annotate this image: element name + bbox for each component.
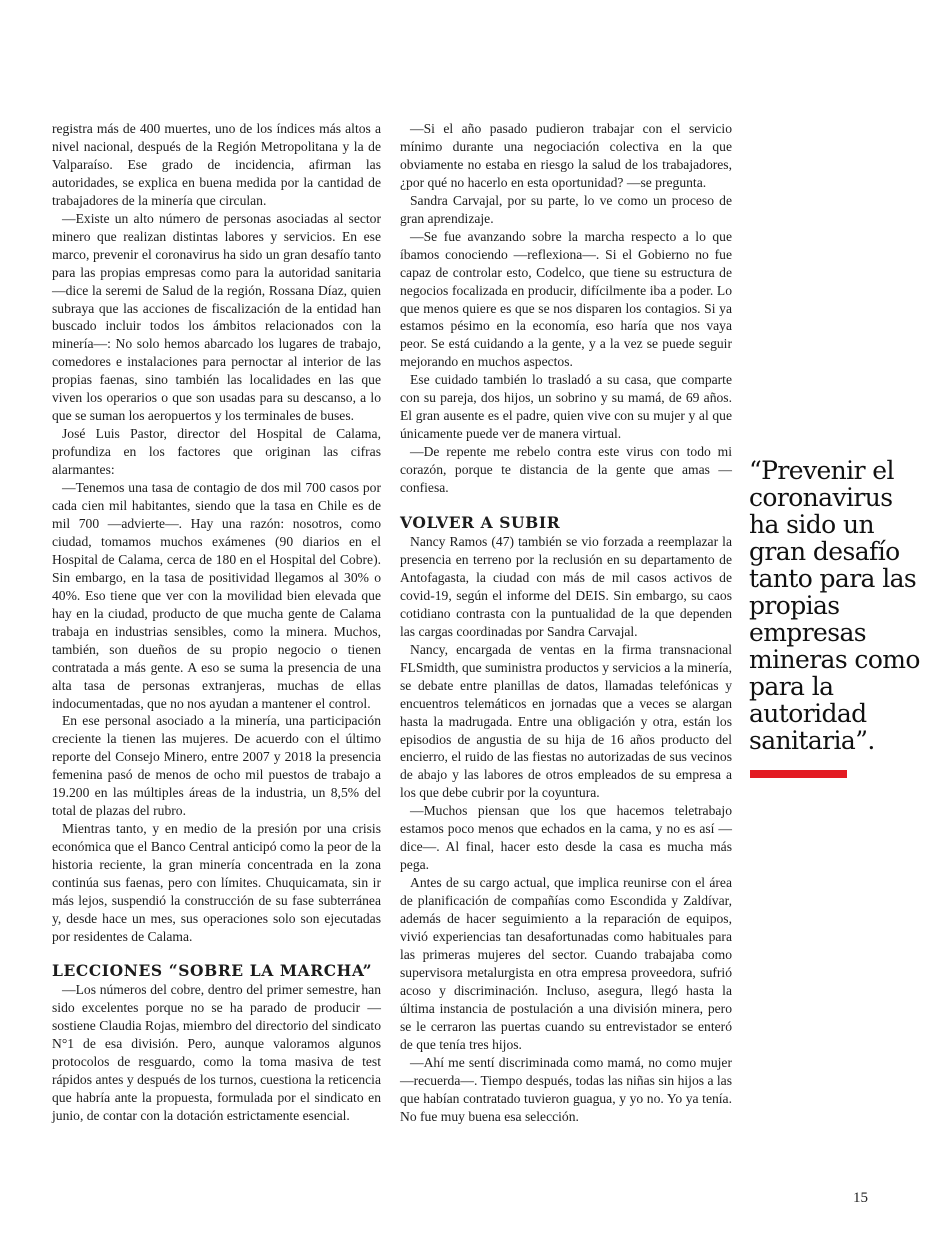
body-paragraph: Ese cuidado también lo trasladó a su casa, que comparte con su pareja, dos hijos, un sobrino y su mamá, de 69 años. El gran ausente es el padre, quien vive con su mujer y al que únicamente puede ver de manera virtual. (400, 372, 732, 442)
body-paragraph: —Tenemos una tasa de contagio de dos mil 700 casos por cada cien mil habitantes, siendo que la tasa en Chile es de mil 700 —advierte—. Hay una razón: nosotros, como ciudad, tomamos muchos exámenes (90 diarios en el Hospital de Calama, cerca de 180 en el Hospital del Cobre). Sin embargo, en la tasa de positividad llegamos al 30% o 40%. Eso tiene que ver con la movilidad bien elevada que hay en la ciudad, producto de que mucha gente de Calama trabaja en industrias sensibles, como la minera. Muchos, también, son dueños de su propio negocio o tienen contratada a más gente. A eso se suma la presencia de una alta tasa de personas extranjeras, muchas de ellas indocumentadas, que no nos ayudan a mantener el control. (52, 480, 381, 711)
pull-quote-accent-bar (750, 770, 847, 778)
section-heading: VOLVER A SUBIR (400, 513, 561, 533)
body-paragraph: —Se fue avanzando sobre la marcha respecto a lo que íbamos conociendo —reflexiona—. Si el Gobierno no fue capaz de controlar esto, Codelco, que tiene su estructura de negocios focalizada en producir, difícilmente iba a poder. Lo que menos quiere es que se nos disparen los contagios. Si ya estamos pésimo en la economía, eso haría que nos vaya peor. Se está cuidando a la gente, y a la vez se puede seguir mejorando en muchos aspectos. (400, 228, 732, 370)
body-paragraph: Antes de su cargo actual, que implica reunirse con el área de planificación de compañías como Escondida y Zaldívar, además de hacer seguimiento a la reparación de equipos, vivió experiencias tan desafortunadas como habituales para las primeras mujeres del sector. Cuando trabajaba como supervisora metalurgista en otra empresa proveedora, sufrió acoso y discriminación. Incluso, asegura, llegó hasta la última instancia de postulación a una división minera, pero se le cerraron las puertas cuando su entrevistador se enteró de que tenía tres hijos. (400, 875, 732, 1052)
article-column-middle (400, 120, 732, 1125)
body-paragraph: —Existe un alto número de personas asociadas al sector minero que realizan distintas labores y servicios. En ese marco, prevenir el coronavirus ha sido un gran desafío tanto para las propias empresas como para la autoridad sanitaria —dice la seremi de Salud de la región, Rossana Díaz, quien subraya que las acciones de fiscalización de la entidad han buscado incluir todos los ámbitos relacionados con la minería—: No solo hemos abarcado los lugares de trabajo, comedores e instalaciones para pernoctar al interior de las propias faenas, sino también las localidades en las que viven los operarios o que son usadas para su descanso, a lo que se suman los aeropuertos y los terminales de buses. (52, 210, 381, 424)
body-paragraph: —Los números del cobre, dentro del primer semestre, han sido excelentes porque no se ha parado de producir —sostiene Claudia Rojas, miembro del directorio del sindicato N°1 de esa división. Pero, aunque valoramos algunos protocolos de resguardo, como la toma masiva de test rápidos antes y después de los turnos, cuestiona la reticencia que habría ante la propuesta, formulada por el sindicato en junio, de contar con la dotación estrictamente esencial. (52, 981, 381, 1123)
body-paragraph: José Luis Pastor, director del Hospital de Calama, profundiza en los factores que originan las cifras alarmantes: (52, 426, 381, 478)
body-paragraph: Sandra Carvajal, por su parte, lo ve como un proceso de gran aprendizaje. (400, 192, 732, 226)
body-paragraph: Nancy, encargada de ventas en la firma transnacional FLSmidth, que suministra productos y servicios a la minería, se debate entre planillas de datos, llamadas telefónicas y encuentros telemáticos en jornadas que a veces se alargan hasta la madrugada. Entre una obligación y otra, están los episodios de angustia de su hija de 16 años producto del encierro, el ruido de las fiestas no autorizadas de sus vecinos de abajo y las labores de otros empleados de su empresa a los que debe cubrir por la coyuntura. (400, 641, 732, 801)
body-paragraph: En ese personal asociado a la minería, una participación creciente la tienen las mujeres. De acuerdo con el último reporte del Consejo Minero, entre 2007 y 2018 la presencia femenina pasó de menos de ocho mil puestos de trabajo a 19.200 en las múltiples áreas de la industria, un 8,5% del total de plazas del rubro. (52, 713, 381, 819)
body-paragraph: —De repente me rebelo contra este virus con todo mi corazón, porque te distancia de la gente que amas —confiesa. (400, 444, 732, 496)
page-number: 15 (853, 1190, 868, 1206)
article-column-left (52, 120, 381, 1124)
section-heading: LECCIONES “SOBRE LA MARCHA” (52, 960, 373, 980)
body-paragraph: registra más de 400 muertes, uno de los índices más altos a nivel nacional, después de la Región Metropolitana y la de Valparaíso. Ese grado de incidencia, afirman las autoridades, se explica en buena medida por la cantidad de trabajadores de la minería que circulan. (52, 121, 381, 208)
body-paragraph: Mientras tanto, y en medio de la presión por una crisis económica que el Banco Central anticipó como la peor de la historia reciente, la gran minería concentrada en la zona continúa sus faenas, pero con límites. Chuquicamata, sin ir más lejos, suspendió la construcción de su fase subterránea y, desde hace un mes, sus operaciones solo son ejecutadas por residentes de Calama. (52, 821, 381, 944)
pull-quote: “Prevenir el coronavirus ha sido un gran desafío tanto para las propias empresas mineras como para la autoridad sanitaria”. (749, 456, 920, 755)
body-paragraph: —Ahí me sentí discriminada como mamá, no como mujer —recuerda—. Tiempo después, todas las niñas sin hijos a las que habían contratado tuvieron guagua, y yo no. Yo ya tenía. No fue muy buena esa selección. (400, 1054, 732, 1124)
body-paragraph: Nancy Ramos (47) también se vio forzada a reemplazar la presencia en terreno por la reclusión en su departamento de Antofagasta, la ciudad con más de mil casos activos de covid-19, según el informe del DEIS. Sin embargo, su caos cotidiano contrasta con la puntualidad de la que dependen las cargas coordinadas por Sandra Carvajal. (400, 534, 732, 639)
body-paragraph: —Muchos piensan que los que hacemos teletrabajo estamos poco menos que echados en la cama, y no es así —dice—. Al final, hacer esto desde la casa es mucha más pega. (400, 803, 732, 873)
body-paragraph: —Si el año pasado pudieron trabajar con el servicio mínimo durante una negociación colectiva en la que obviamente no estaba en riesgo la salud de los trabajadores, ¿por qué no hacerlo en esta oportunidad? —se pregunta. (400, 121, 732, 190)
